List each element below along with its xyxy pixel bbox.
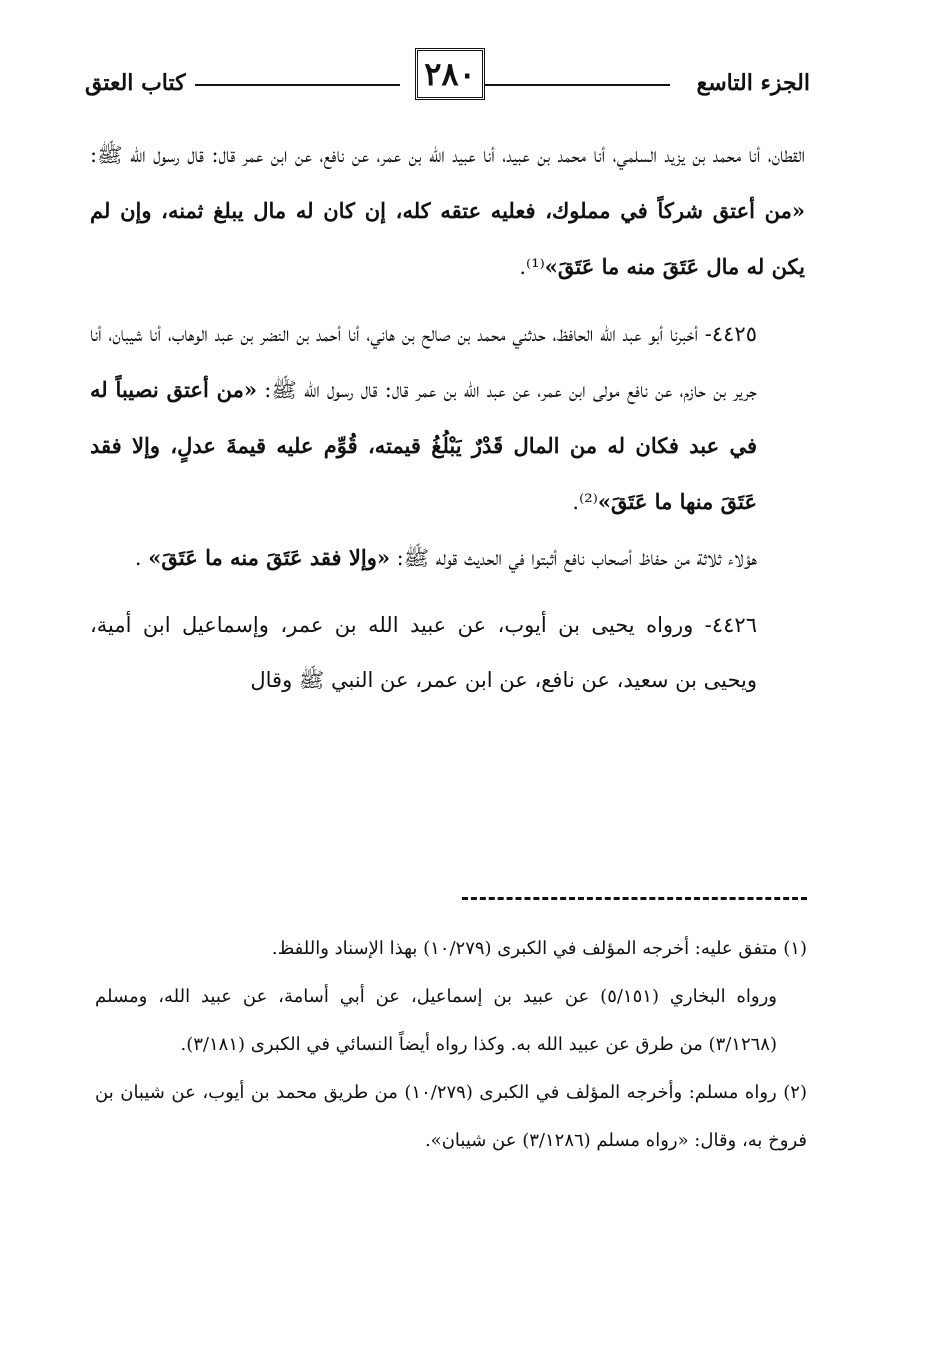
paragraph-2 xyxy=(90,307,805,530)
narration-chain: ٤٤٢٥- أخبرنا أبو عبد الله الحافظ، حدثني محمد بن صالح بن هاني، أنا أحمد بن النضر بن عبد الوهاب، أنا شيبان، أنا جرير بن حازم، عن نافع مولى ابن عمر، عن عبد الله بن عمر قال: قال رسول الله ﷺ: xyxy=(90,322,757,402)
footnote-1: (١) متفق عليه: أخرجه المؤلف في الكبرى (١٠/٢٧٩) بهذا الإسناد واللفظ. xyxy=(271,938,807,959)
paragraph-1 xyxy=(90,128,805,295)
header-rule-right xyxy=(485,84,670,86)
footnote-separator xyxy=(462,897,807,900)
commentary-text: هؤلاء ثلاثة من حفاظ أصحاب نافع أثبتوا في الحديث قوله ﷺ: xyxy=(389,546,757,570)
page-number: ٢٨٠ xyxy=(424,55,476,93)
main-text xyxy=(90,128,805,708)
paragraph-4 xyxy=(90,598,805,708)
footnote-ref-2: ⁽²⁾. xyxy=(572,490,598,514)
hadith-quote: «وإلا فقد عَتَقَ منه ما عَتَقَ» xyxy=(148,545,390,570)
volume-title: الجزء التاسع xyxy=(696,70,810,96)
header-rule-left xyxy=(195,84,400,86)
hadith-quote: «من أعتق نصيباً له في عبد فكان له من المال قَدْرٌ يَبْلُغُ قيمته، قُوِّم عليه قيمةَ عدلٍ، وإلا فقد عَتَقَ منها ما عَتَقَ» xyxy=(90,377,757,514)
narration-chain: القطان، أنا محمد بن يزيد السلمي، أنا محمد بن عبيد، أنا عبيد الله بن عمر، عن نافع، عن ابن عمر قال: قال رسول الله ﷺ: xyxy=(90,143,805,167)
paragraph-end: . xyxy=(134,546,149,570)
hadith-quote: «من أعتق شركاً في مملوك، فعليه عتقه كله، إن كان له مال يبلغ ثمنه، وإن لم يكن له مال عَتَقَ منه ما عَتَقَ» xyxy=(90,198,805,279)
paragraph-3 xyxy=(90,530,805,586)
page-number-box xyxy=(415,48,485,100)
footnotes xyxy=(95,925,807,1165)
narration-chain: ٤٤٢٦- ورواه يحيى بن أيوب، عن عبيد الله بن عمر، وإسماعيل ابن أمية، ويحيى بن سعيد، عن نافع، عن ابن عمر، عن النبي ﷺ وقال xyxy=(90,613,757,692)
book-title: كتاب العتق xyxy=(85,70,186,96)
footnote-1-continuation: ورواه البخاري (٥/١٥١) عن عبيد بن إسماعيل، عن أبي أسامة، عن عبيد الله، ومسلم (٣/١٢٦٨) من طرق عن عبيد الله به. وكذا رواه أيضاً النسائي في الكبرى (٣/١٨١). xyxy=(95,986,777,1055)
footnote-2: (٢) رواه مسلم: وأخرجه المؤلف في الكبرى (١٠/٢٧٩) من طريق محمد بن أيوب، عن شيبان بن فروخ به، وقال: «رواه مسلم (٣/١٢٨٦) عن شيبان». xyxy=(95,1082,807,1151)
page-header xyxy=(85,48,810,108)
footnote-ref-1: ⁽¹⁾. xyxy=(519,255,545,279)
